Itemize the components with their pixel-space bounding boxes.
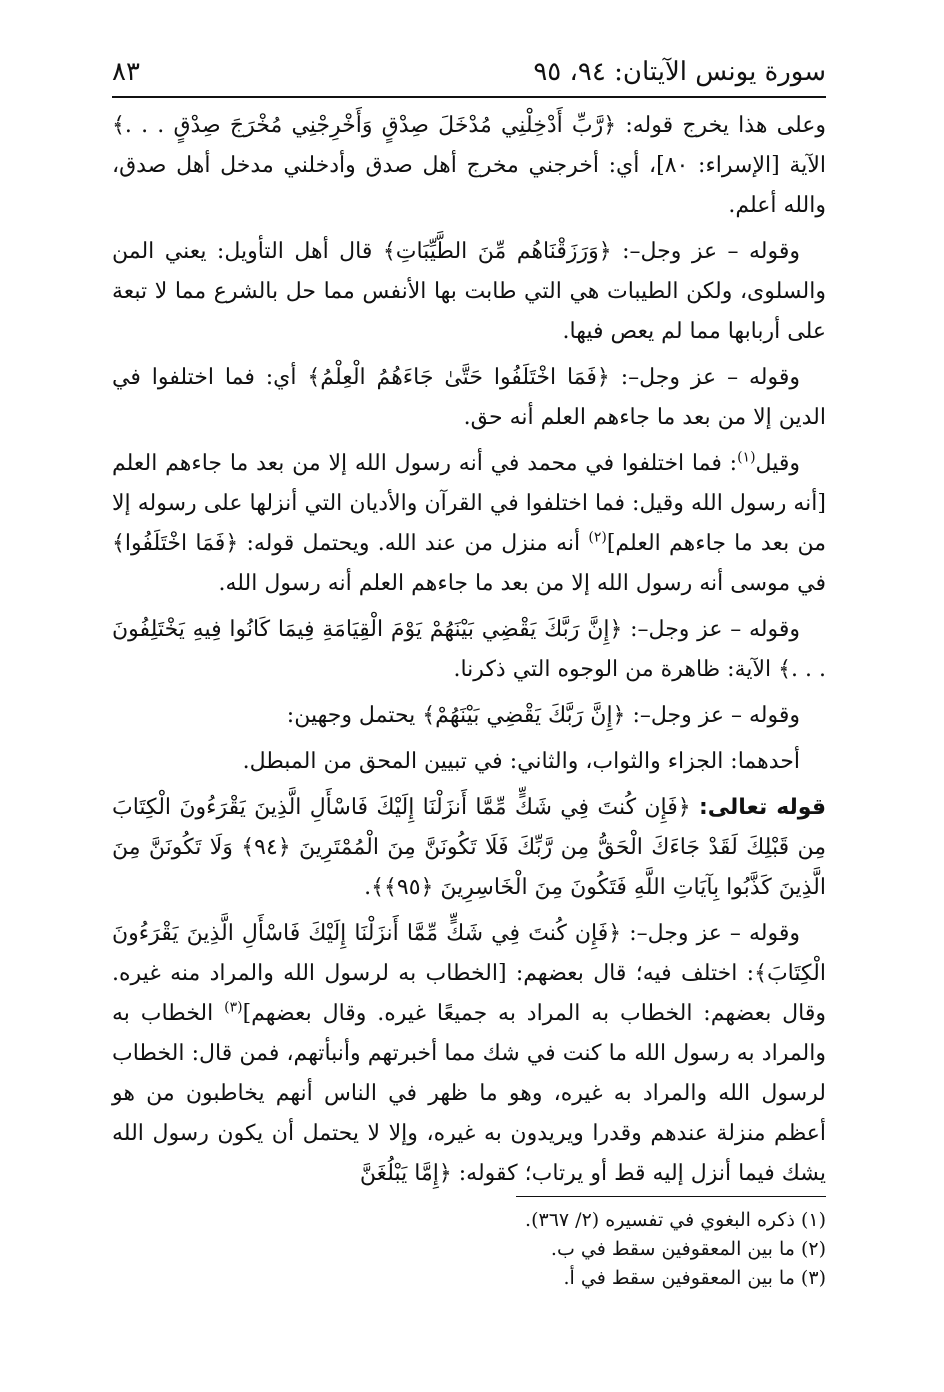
- text-run: الخطاب به والمراد به رسول الله ما كنت في شك مما أخبرتهم وأنبأتهم، فمن قال: الخطاب لرسول الله والمراد به غيره، وهو ما ظهر في الناس أنهم يخاطبون من هو أعظم منزلة عندهم وقدرا ويريدون به غيره، وإلا لا يحتمل أن يكون رسول الله يشك فيما أنزل إليه قط أو يرتاب؛ كقوله:: [112, 1001, 827, 1186]
- text-run: .: [364, 875, 372, 900]
- quran-quote: ﴿إِمَّا يَبْلُغَنَّ: [359, 1161, 452, 1186]
- page-number: ٨٣: [112, 57, 140, 87]
- paragraph-3: [112, 358, 826, 438]
- text-run: وقوله – عز وجل–:: [611, 239, 801, 264]
- quran-quote: ﴿رَّبِّ أَدْخِلْنِي مُدْخَلَ صِدْقٍ وَأَخْرِجْنِي مُخْرَجَ صِدْقٍ . . .﴾: [112, 113, 617, 138]
- quran-quote: ﴿فَمَا اخْتَلَفُوا﴾: [112, 531, 239, 556]
- text-run: وقوله – عز وجل–:: [622, 617, 800, 642]
- paragraph-6: [112, 696, 826, 736]
- quran-quote: ﴿فَإِن كُنتَ فِي شَكٍّ مِّمَّا أَنزَلْنَا إِلَيْكَ فَاسْأَلِ الَّذِينَ يَقْرَءُونَ الْكِتَابَ﴾: [112, 921, 826, 986]
- footnote-rule: [516, 1196, 826, 1197]
- paragraph-5: [112, 610, 826, 690]
- paragraph-9: [112, 914, 826, 1194]
- footnote-2: (٢) ما بين المعقوفين سقط في ب.: [550, 1238, 826, 1260]
- text-run: وقيل: [755, 451, 800, 476]
- text-run: في موسى أنه رسول الله إلا من بعد ما جاءهم العلم أنه رسول الله.: [218, 571, 826, 596]
- text-run: : اختلف فيه؛ قال بعضهم: [الخطاب به لرسول الله والمراد منه غيره. وقال بعضهم: الخطاب به المراد به جميعًا غيره. وقال بعضهم]: [112, 961, 826, 1026]
- text-run: أنه منزل من عند الله. ويحتمل قوله:: [238, 531, 589, 556]
- paragraph-4: [112, 444, 826, 604]
- verse-heading: قوله تعالى:: [698, 795, 827, 820]
- quran-quote: ﴿إِنَّ رَبَّكَ يَقْضِي بَيْنَهُمْ﴾: [422, 703, 626, 728]
- page-header: [112, 52, 826, 92]
- quran-quote: ﴿فَمَا اخْتَلَفُوا حَتَّىٰ جَاءَهُمُ الْعِلْمُ﴾: [307, 365, 610, 390]
- running-title: سورة يونس الآيتان: ٩٤، ٩٥: [533, 57, 826, 87]
- footnotes: [112, 1206, 826, 1293]
- text-run: قال أهل التأويل: يعني المن والسلوى، ولكن الطيبات هي التي طابت بها الأنفس مما حل بالشرع مما لا تبعة على أربابها مما لم يعص فيها.: [112, 239, 826, 344]
- text-run: وعلى هذا يخرج قوله:: [616, 113, 826, 138]
- footnote-3: (٣) ما بين المعقوفين سقط في أ.: [563, 1267, 826, 1289]
- footnote-ref-3: (٣): [224, 999, 243, 1016]
- main-text: [112, 106, 826, 1200]
- text-run: يحتمل وجهين:: [286, 703, 423, 728]
- paragraph-1: [112, 106, 826, 226]
- text-run: وقوله – عز وجل–:: [609, 365, 800, 390]
- header-rule: [112, 96, 826, 98]
- text-run: وقوله – عز وجل–:: [625, 703, 800, 728]
- text-run: وقوله – عز وجل–:: [621, 921, 800, 946]
- footnote-ref-2: (٢): [588, 529, 607, 546]
- footnote-ref-1: (١): [737, 449, 756, 466]
- paragraph-7: أحدهما: الجزاء والثواب، والثاني: في تبيين المحق من المبطل.: [242, 749, 800, 774]
- text-run: أي: فما اختلفوا في الدين إلا من بعد ما جاءهم العلم أنه حق.: [112, 365, 826, 430]
- footnote-1: (١) ذكره البغوي في تفسيره (٢/ ٣٦٧).: [525, 1209, 826, 1231]
- quran-quote: ﴿إِنَّ رَبَّكَ يَقْضِي بَيْنَهُمْ يَوْمَ الْقِيَامَةِ فِيمَا كَانُوا فِيهِ يَخْتَلِفُونَ . . .﴾: [112, 617, 826, 682]
- text-run: الآية: ظاهرة من الوجوه التي ذكرنا.: [453, 657, 779, 682]
- quran-quote: ﴿وَرَزَقْنَاهُم مِّنَ الطَّيِّبَاتِ﴾: [382, 239, 612, 264]
- text-run: الآية [الإسراء: ٨٠]، أي: أخرجني مخرج أهل صدق وأدخلني مدخل أهل صدق، والله أعلم.: [112, 153, 826, 218]
- text-run: : فما اختلفوا في محمد في أنه رسول الله إلا من بعد ما جاءهم العلم [أنه رسول الله وقيل: فما اختلفوا في القرآن والأديان التي أنزلها على رسوله إلا من بعد ما جاءهم العلم]: [112, 451, 826, 556]
- quran-quote: ﴿فَإِن كُنتَ فِي شَكٍّ مِّمَّا أَنزَلْنَا إِلَيْكَ فَاسْأَلِ الَّذِينَ يَقْرَءُونَ الْكِتَابَ مِن قَبْلِكَ لَقَدْ جَاءَكَ الْحَقُّ مِن رَّبِّكَ فَلَا تَكُونَنَّ مِنَ الْمُمْتَرِينَ ﴿٩٤﴾ وَلَا تَكُونَنَّ مِنَ الَّذِينَ كَذَّبُوا بِآيَاتِ اللَّهِ فَتَكُونَ مِنَ الْخَاسِرِينَ ﴿٩٥﴾﴾: [112, 795, 826, 900]
- paragraph-8: [112, 788, 826, 908]
- paragraph-2: [112, 232, 826, 352]
